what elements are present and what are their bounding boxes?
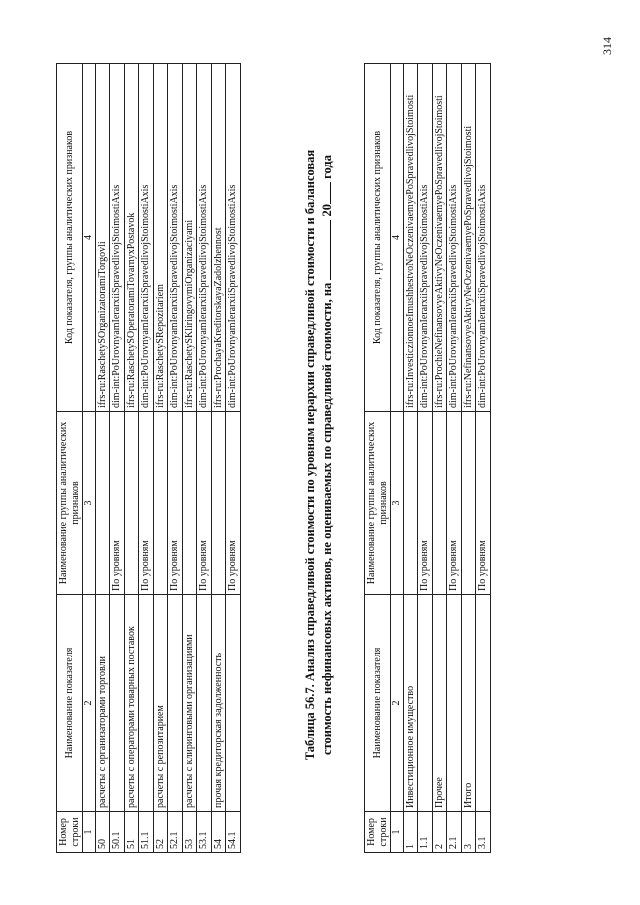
group-name-cell: [403, 412, 418, 595]
indicator-name-cell: прочая кредиторская задолженность: [211, 595, 226, 812]
header-code: Код показателя, группы аналитических признаков: [365, 64, 391, 412]
table-row: [211, 64, 226, 853]
indicator-name-cell: [476, 595, 491, 812]
indicator-code-cell: ifrs-ru:RaschetySOrganizatoramiTorgovli: [95, 64, 110, 412]
group-name-cell: По уровням: [197, 412, 212, 595]
header-row: [365, 64, 391, 853]
table-row: [95, 64, 110, 853]
table-row: [461, 64, 476, 853]
row-number-cell: 52: [153, 812, 168, 853]
col-number: 3: [391, 412, 404, 595]
group-name-cell: По уровням: [110, 412, 125, 595]
table-lower: [364, 63, 491, 853]
indicator-code-cell: dim-int:PoUrovnyamIerarxiiSpravedlivojStoimostiAxis: [139, 64, 154, 412]
indicator-name-cell: Итого: [461, 595, 476, 812]
row-number-cell: 2: [432, 812, 447, 853]
group-name-cell: [124, 412, 139, 595]
row-number-cell: 52.1: [168, 812, 183, 853]
table-row: [139, 64, 154, 853]
indicator-code-cell: ifrs-ru:RaschetySRepozitariem: [153, 64, 168, 412]
indicator-name-cell: расчеты с операторами товарных поставок: [124, 595, 139, 812]
group-name-cell: По уровням: [447, 412, 462, 595]
caption-line-1: Таблица 56.7. Анализ справедливой стоимости по уровням иерархии справедливой стоимости и балансовая: [303, 149, 317, 761]
group-name-cell: По уровням: [418, 412, 433, 595]
indicator-code-cell: ifrs-ru:ProchieNefinansovyeAktivyNeOczenivaemyePoSpravedlivojStoimosti: [432, 64, 447, 412]
row-number-cell: 2.1: [447, 812, 462, 853]
indicator-code-cell: dim-int:PoUrovnyamIerarxiiSpravedlivojStoimostiAxis: [476, 64, 491, 412]
table-row: [197, 64, 212, 853]
indicator-code-cell: dim-int:PoUrovnyamIerarxiiSpravedlivojStoimostiAxis: [197, 64, 212, 412]
table-row: [153, 64, 168, 853]
year-blank: [330, 182, 331, 204]
indicator-code-cell: ifrs-ru:ProchayaKreditorskayaZadolzhennost: [211, 64, 226, 412]
indicator-name-cell: расчеты с репозитарием: [153, 595, 168, 812]
table-row: [418, 64, 433, 853]
group-name-cell: [95, 412, 110, 595]
indicator-name-cell: [226, 595, 241, 812]
row-number-cell: 1.1: [418, 812, 433, 853]
header-group-name: Наименование группы аналитических признаков: [365, 412, 391, 595]
indicator-name-cell: [110, 595, 125, 812]
indicator-code-cell: dim-int:PoUrovnyamIerarxiiSpravedlivojStoimostiAxis: [110, 64, 125, 412]
group-name-cell: [211, 412, 226, 595]
col-number: 2: [391, 595, 404, 812]
row-number-cell: 51.1: [139, 812, 154, 853]
header-indicator-name: Наименование показателя: [365, 595, 391, 812]
table-row: [403, 64, 418, 853]
indicator-code-cell: ifrs-ru:InvesticzionnoeImushhestvoNeOczenivaemyePoSpravedlivojStoimosti: [403, 64, 418, 412]
table-row: [182, 64, 197, 853]
indicator-code-cell: dim-int:PoUrovnyamIerarxiiSpravedlivojStoimostiAxis: [447, 64, 462, 412]
indicator-name-cell: [168, 595, 183, 812]
caption-line-2: [319, 25, 336, 885]
indicator-code-cell: dim-int:PoUrovnyamIerarxiiSpravedlivojStoimostiAxis: [168, 64, 183, 412]
group-name-cell: По уровням: [139, 412, 154, 595]
indicator-name-cell: Прочее: [432, 595, 447, 812]
indicator-code-cell: ifrs-ru:RaschetySKliringovymiOrganizaciyami: [182, 64, 197, 412]
page-number: 314: [600, 37, 614, 55]
indicator-name-cell: [447, 595, 462, 812]
indicator-code-cell: dim-int:PoUrovnyamIerarxiiSpravedlivojStoimostiAxis: [418, 64, 433, 412]
row-number-cell: 1: [403, 812, 418, 853]
col-number: 1: [391, 812, 404, 853]
table-row: [476, 64, 491, 853]
group-name-cell: [432, 412, 447, 595]
row-number-cell: 50.1: [110, 812, 125, 853]
table-row: [110, 64, 125, 853]
group-name-cell: [153, 412, 168, 595]
row-number-cell: 53: [182, 812, 197, 853]
row-number-cell: 53.1: [197, 812, 212, 853]
header-row: [57, 64, 83, 853]
group-name-cell: По уровням: [476, 412, 491, 595]
row-number-cell: 51: [124, 812, 139, 853]
date-blank: [330, 220, 331, 280]
table-row: [124, 64, 139, 853]
column-number-row: [83, 64, 96, 853]
table-lower-body: [403, 64, 490, 853]
row-number-cell: 3.1: [476, 812, 491, 853]
table-upper: [56, 63, 241, 853]
row-number-cell: 3: [461, 812, 476, 853]
col-number: 4: [83, 64, 96, 412]
caption-year-suffix: года: [319, 155, 334, 179]
group-name-cell: По уровням: [168, 412, 183, 595]
header-row-num: Номер строки: [57, 812, 83, 853]
indicator-name-cell: [197, 595, 212, 812]
row-number-cell: 50: [95, 812, 110, 853]
indicator-code-cell: ifrs-ru:RaschetySOperatoramiTovarnyxPostavok: [124, 64, 139, 412]
indicator-name-cell: Инвестиционное имущество: [403, 595, 418, 812]
col-number: 3: [83, 412, 96, 595]
group-name-cell: [182, 412, 197, 595]
caption-year-prefix: 20: [319, 203, 334, 217]
group-name-cell: [461, 412, 476, 595]
col-number: 1: [83, 812, 96, 853]
row-number-cell: 54.1: [226, 812, 241, 853]
table-row: [447, 64, 462, 853]
indicator-code-cell: dim-int:PoUrovnyamIerarxiiSpravedlivojStoimostiAxis: [226, 64, 241, 412]
row-number-cell: 54: [211, 812, 226, 853]
caption-line-2-text: стоимость нефинансовых активов, не оцениваемых по справедливой стоимости, на: [319, 282, 334, 755]
indicator-name-cell: расчеты с клиринговыми организациями: [182, 595, 197, 812]
table-row: [168, 64, 183, 853]
indicator-code-cell: ifrs-ru:NefinansovyeAktivyNeOczenivaemyePoSpravedlivojStoimosti: [461, 64, 476, 412]
header-group-name: Наименование группы аналитических признаков: [57, 412, 83, 595]
indicator-name-cell: [418, 595, 433, 812]
table-row: [432, 64, 447, 853]
table-upper-body: [95, 64, 240, 853]
table-caption: [302, 25, 336, 885]
group-name-cell: По уровням: [226, 412, 241, 595]
header-indicator-name: Наименование показателя: [57, 595, 83, 812]
header-row-num: Номер строки: [365, 812, 391, 853]
indicator-name-cell: расчеты с организаторами торговли: [95, 595, 110, 812]
col-number: 4: [391, 64, 404, 412]
table-row: [226, 64, 241, 853]
column-number-row: [391, 64, 404, 853]
header-code: Код показателя, группы аналитических признаков: [57, 64, 83, 412]
indicator-name-cell: [139, 595, 154, 812]
col-number: 2: [83, 595, 96, 812]
